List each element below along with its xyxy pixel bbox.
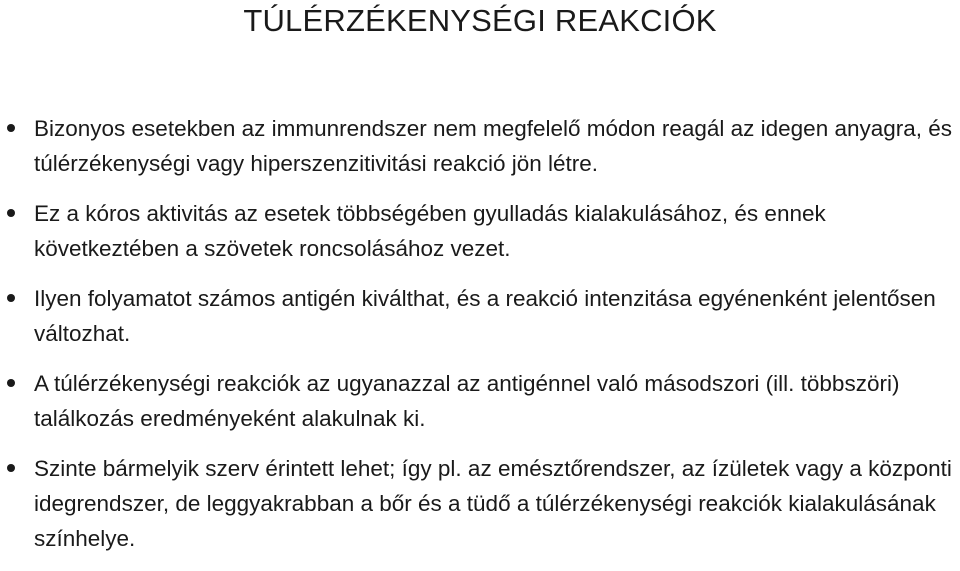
bullet-dot-icon [7, 464, 15, 472]
bullet-item [0, 111, 960, 181]
bullet-text: Ilyen folyamatot számos antigén kiválthat, és a reakció intenzitása egyénenként jelentősen változhat. [34, 286, 936, 346]
bullet-item [0, 366, 960, 436]
bullet-dot-icon [7, 294, 15, 302]
bullet-dot-icon [7, 209, 15, 217]
bullet-list [0, 111, 960, 556]
bullet-text: Szinte bármelyik szerv érintett lehet; így pl. az emésztőrendszer, az ízületek vagy a központi idegrendszer, de leggyakrabban a bőr és a tüdő a túlérzékenységi reakciók kialakulásának színhelye. [34, 456, 952, 551]
bullet-text: A túlérzékenységi reakciók az ugyanazzal az antigénnel való másodszori (ill. többszöri) találkozás eredményeként alakulnak ki. [34, 371, 900, 431]
slide-title: TÚLÉRZÉKENYSÉGI REAKCIÓK [243, 3, 717, 38]
bullet-dot-icon [7, 124, 15, 132]
bullet-item [0, 451, 960, 556]
bullet-item [0, 196, 960, 266]
bullet-dot-icon [7, 379, 15, 387]
bullet-text: Ez a kóros aktivitás az esetek többségében gyulladás kialakulásához, és ennek következtében a szövetek roncsolásához vezet. [34, 201, 826, 261]
bullet-text: Bizonyos esetekben az immunrendszer nem megfelelő módon reagál az idegen anyagra, és túlérzékenységi vagy hiperszenzitivitási reakció jön létre. [34, 116, 953, 176]
bullet-item [0, 281, 960, 351]
